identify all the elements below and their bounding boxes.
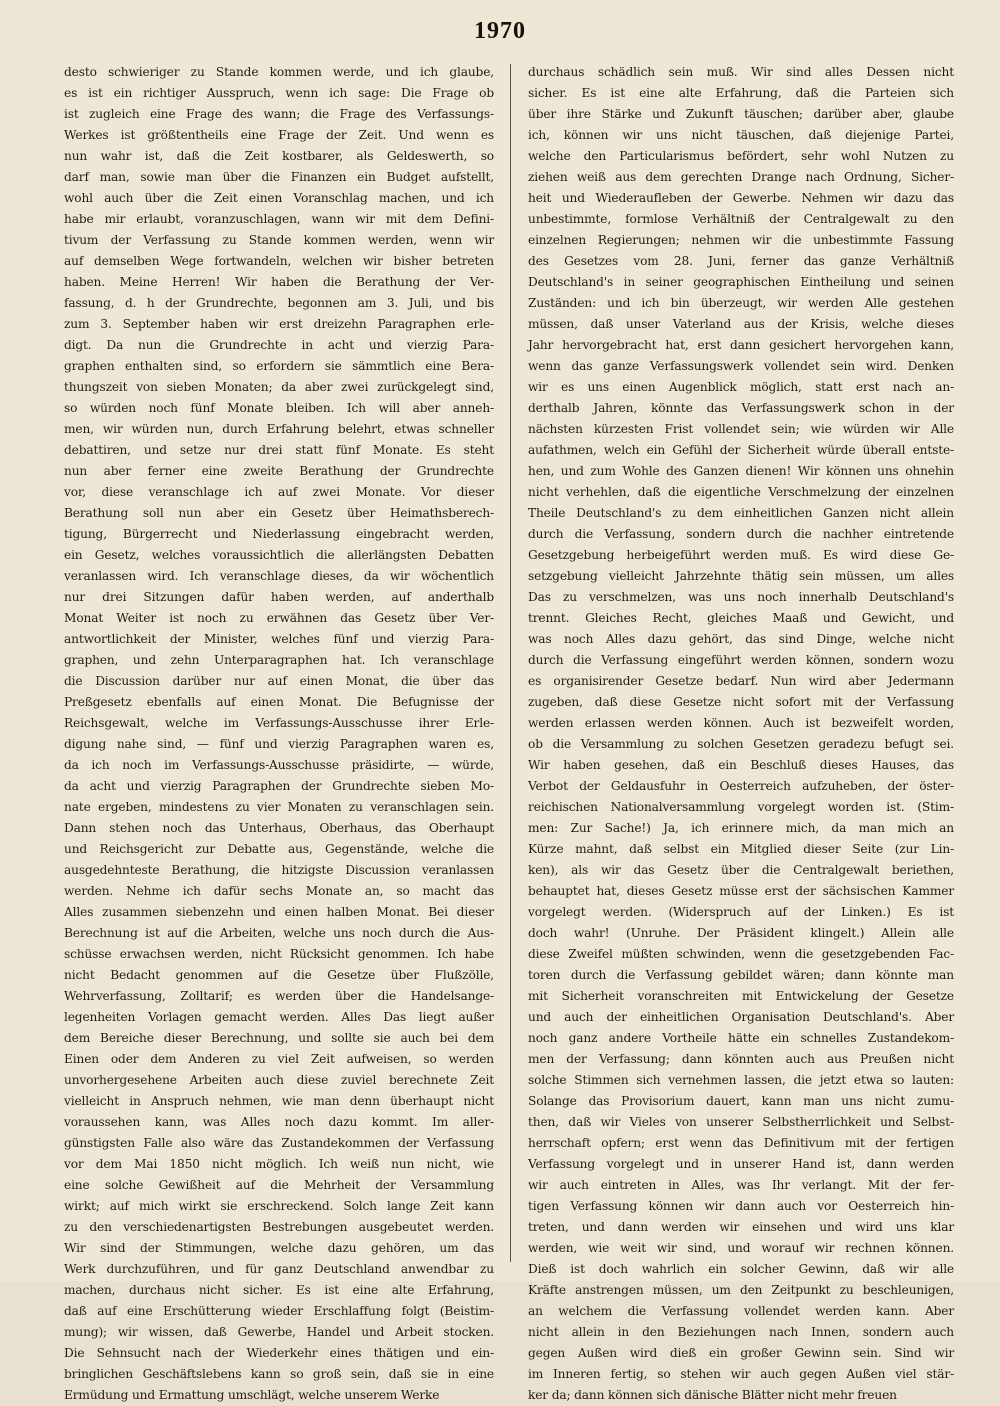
text-line: wir es uns einen Augenblick möglich, statt erst nach an- xyxy=(528,380,954,394)
text-line: werden, wie weit wir sind, und worauf wir rechnen können. xyxy=(528,1241,954,1255)
text-line: werden erlassen werden können. Auch ist bezweifelt worden, xyxy=(528,716,954,730)
text-line: welche den Particularismus befördert, sehr wohl Nutzen zu xyxy=(528,149,954,163)
text-line: mung); wir wissen, daß Gewerbe, Handel und Arbeit stocken. xyxy=(64,1325,494,1339)
text-line: vorgelegt werden. (Widerspruch auf der Linken.) Es ist xyxy=(528,905,954,919)
text-line: wir auch eintreten in Alles, was Ihr verlangt. Mit der fer- xyxy=(528,1178,954,1192)
text-line: durch die Verfassung, sondern durch die nachher eintretende xyxy=(528,527,954,541)
text-line: zu den verschiedenartigsten Bestrebungen ausgebeutet werden. xyxy=(64,1220,494,1234)
text-line: machen, durchaus nicht sicher. Es ist eine alte Erfahrung, xyxy=(64,1283,494,1297)
text-line: tigung, Bürgerrecht und Niederlassung eingebracht werden, xyxy=(64,527,494,541)
text-line: werden. Nehme ich dafür sechs Monate an, so macht das xyxy=(64,884,494,898)
text-line: digung nahe sind, — fünf und vierzig Paragraphen waren es, xyxy=(64,737,494,751)
text-line: durchaus schädlich sein muß. Wir sind alles Dessen nicht xyxy=(528,65,954,79)
text-line: ich, können wir uns nicht täuschen, daß diejenige Partei, xyxy=(528,128,954,142)
text-line: antwortlichkeit der Minister, welches fünf und vierzig Para- xyxy=(64,632,494,646)
text-line: Reichsgewalt, welche im Verfassungs-Ausschusse ihrer Erle- xyxy=(64,716,494,730)
text-line: ker da; dann können sich dänische Blätter nicht mehr freuen xyxy=(528,1388,897,1402)
text-line: gegen Außen wird dieß ein großer Gewinn sein. Sind wir xyxy=(528,1346,954,1360)
text-line: dem Bereiche dieser Berechnung, und sollte sie auch bei dem xyxy=(64,1031,494,1045)
text-line: treten, und dann werden wir einsehen und wird uns klar xyxy=(528,1220,954,1234)
text-line: behauptet hat, dieses Gesetz müsse erst der sächsischen Kammer xyxy=(528,884,954,898)
text-line: Werk durchzuführen, und für ganz Deutschland anwendbar zu xyxy=(64,1262,494,1276)
text-line: nate ergeben, mindestens zu vier Monaten zu veranschlagen sein. xyxy=(64,800,494,814)
text-line: Gesetzgebung herbeigeführt werden muß. Es wird diese Ge- xyxy=(528,548,954,562)
text-line: ist zugleich eine Frage des wann; die Frage des Verfassungs- xyxy=(64,107,494,121)
text-line: aufathmen, welch ein Gefühl der Sicherheit würde überall entste- xyxy=(528,443,954,457)
text-line: voraussehen kann, was Alles noch dazu kommt. Im aller- xyxy=(64,1115,494,1129)
text-line: thungszeit von sieben Monaten; da aber zwei zurückgelegt sind, xyxy=(64,380,494,394)
text-line: sicher. Es ist eine alte Erfahrung, daß die Parteien sich xyxy=(528,86,954,100)
text-line: es organisirender Gesetze bedarf. Nun wird aber Jedermann xyxy=(528,674,954,688)
text-line: vielleicht in Anspruch nehmen, wie man denn überhaupt nicht xyxy=(64,1094,494,1108)
text-line: ein Gesetz, welches voraussichtlich die allerlängsten Debatten xyxy=(64,548,494,562)
text-line: men der Verfassung; dann könnten auch aus Preußen nicht xyxy=(528,1052,954,1066)
text-line: solche Stimmen sich vernehmen lassen, die jetzt etwa so lauten: xyxy=(528,1073,954,1087)
text-line: vor, diese veranschlage ich auf zwei Monate. Vor dieser xyxy=(64,485,494,499)
text-line: die Discussion darüber nur auf einen Monat, die über das xyxy=(64,674,494,688)
text-line: Dieß ist doch wahrlich ein solcher Gewinn, daß wir alle xyxy=(528,1262,954,1276)
text-line: nun wahr ist, daß die Zeit kostbarer, als Geldeswerth, so xyxy=(64,149,494,163)
right-text-column xyxy=(528,62,954,1402)
text-line: diese Zweifel müßten schwinden, wenn die gesetzgebenden Fac- xyxy=(528,947,954,961)
text-line: trennt. Gleiches Recht, gleiches Maaß und Gewicht, und xyxy=(528,611,954,625)
text-line: debattiren, und setze nur drei statt fünf Monate. Es steht xyxy=(64,443,494,457)
text-line: derthalb Jahren, könnte das Verfassungswerk schon in der xyxy=(528,401,954,415)
text-line: Wir sind der Stimmungen, welche dazu gehören, um das xyxy=(64,1241,494,1255)
text-line: Ermüdung und Ermattung umschlägt, welche unserem Werke xyxy=(64,1388,440,1402)
text-line: then, daß wir Vieles von unserer Selbstherrlichkeit und Selbst- xyxy=(528,1115,954,1129)
text-line: durch die Verfassung eingeführt werden können, sondern wozu xyxy=(528,653,954,667)
text-line: reichischen Nationalversammlung vorgelegt worden ist. (Stim- xyxy=(528,800,954,814)
text-line: hen, und zum Wohle des Ganzen dienen! Wir können uns ohnehin xyxy=(528,464,954,478)
text-line: noch ganz andere Vortheile hätte ein schnelles Zustandekom- xyxy=(528,1031,954,1045)
text-line: Monat Weiter ist noch zu erwähnen das Gesetz über Ver- xyxy=(64,611,494,625)
text-line: mit Sicherheit voranschreiten mit Entwickelung der Gesetze xyxy=(528,989,954,1003)
text-line: Zuständen: und ich bin überzeugt, wir werden Alle gestehen xyxy=(528,296,954,310)
text-line: wenn das ganze Verfassungswerk vollendet sein wird. Denken xyxy=(528,359,954,373)
left-text-column xyxy=(64,62,494,1402)
text-line: graphen enthalten sind, so erfordern sie sämmtlich eine Bera- xyxy=(64,359,494,373)
column-divider xyxy=(510,64,511,1262)
text-line: eine solche Gewißheit auf die Mehrheit der Versammlung xyxy=(64,1178,494,1192)
text-line: Berathung soll nun aber ein Gesetz über Heimathsberech- xyxy=(64,506,494,520)
text-line: habe mir erlaubt, voranzuschlagen, wann wir mit dem Defini- xyxy=(64,212,494,226)
text-line: auf demselben Wege fortwandeln, welchen wir bisher betreten xyxy=(64,254,494,268)
text-line: so würden noch fünf Monate bleiben. Ich will aber anneh- xyxy=(64,401,494,415)
text-line: Wehrverfassung, Zolltarif; es werden über die Handelsange- xyxy=(64,989,494,1003)
text-line: über ihre Stärke und Zukunft täuschen; darüber aber, glaube xyxy=(528,107,954,121)
text-line: nun aber ferner eine zweite Berathung der Grundrechte xyxy=(64,464,494,478)
text-line: desto schwieriger zu Stande kommen werde, und ich glaube, xyxy=(64,65,494,79)
text-line: Jahr hervorgebracht hat, erst dann gesichert hervorgehen kann, xyxy=(528,338,954,352)
text-line: zugeben, daß diese Gesetze nicht sofort mit der Verfassung xyxy=(528,695,954,709)
text-line: unbestimmte, formlose Verhältniß der Centralgewalt zu den xyxy=(528,212,954,226)
text-line: darf man, sowie man über die Finanzen ein Budget aufstellt, xyxy=(64,170,494,184)
text-line: schüsse erwachsen werden, nicht Rücksicht genommen. Ich habe xyxy=(64,947,494,961)
text-line: nicht Bedacht genommen auf die Gesetze über Flußzölle, xyxy=(64,968,494,982)
text-line: toren durch die Verfassung gebildet wären; dann könnte man xyxy=(528,968,954,982)
text-line: heit und Wiederaufleben der Gewerbe. Nehmen wir dazu das xyxy=(528,191,954,205)
text-line: und Reichsgericht zur Debatte aus, Gegenstände, welche die xyxy=(64,842,494,856)
text-line: Theile Deutschland's zu dem einheitlichen Ganzen nicht allein xyxy=(528,506,954,520)
text-line: wohl auch über die Zeit einen Voranschlag machen, und ich xyxy=(64,191,494,205)
text-line: Wir haben gesehen, daß ein Beschluß dieses Hauses, das xyxy=(528,758,954,772)
text-line: Alles zusammen siebenzehn und einen halben Monat. Bei dieser xyxy=(64,905,494,919)
text-line: Verbot der Geldausfuhr in Oesterreich aufzuheben, der öster- xyxy=(528,779,954,793)
text-line: graphen, und zehn Unterparagraphen hat. Ich veranschlage xyxy=(64,653,494,667)
text-line: Kürze mahnt, daß selbst ein Mitglied dieser Seite (zur Lin- xyxy=(528,842,954,856)
text-line: des Gesetzes vom 28. Juni, ferner das ganze Verhältniß xyxy=(528,254,954,268)
text-line: nicht allein in den Beziehungen nach Innen, sondern auch xyxy=(528,1325,954,1339)
text-line: ziehen weiß aus dem gerechten Drange nach Ordnung, Sicher- xyxy=(528,170,954,184)
text-line: Kräfte anstrengen müssen, um den Zeitpunkt zu beschleunigen, xyxy=(528,1283,954,1297)
text-line: bringlichen Geschäftslebens kann so groß sein, daß sie in eine xyxy=(64,1367,494,1381)
text-line: doch wahr! (Unruhe. Der Präsident klingelt.) Allein alle xyxy=(528,926,954,940)
text-line: zum 3. September haben wir erst dreizehn Paragraphen erle- xyxy=(64,317,494,331)
text-line: und auch der einheitlichen Organisation Deutschland's. Aber xyxy=(528,1010,954,1024)
text-line: Das zu verschmelzen, was uns noch innerhalb Deutschland's xyxy=(528,590,954,604)
text-line: unvorhergesehene Arbeiten auch diese zuviel berechnete Zeit xyxy=(64,1073,494,1087)
text-line: ob die Versammlung zu solchen Gesetzen geradezu befugt sei. xyxy=(528,737,954,751)
text-line: Einen oder dem Anderen zu viel Zeit aufweisen, so werden xyxy=(64,1052,494,1066)
text-line: herrschaft opfern; erst wenn das Definitivum mit der fertigen xyxy=(528,1136,954,1150)
text-line: legenheiten Vorlagen gemacht werden. Alles Das liegt außer xyxy=(64,1010,494,1024)
text-line: Preßgesetz ebenfalls auf einen Monat. Die Befugnisse der xyxy=(64,695,494,709)
text-line: men, wir würden nun, durch Erfahrung belehrt, etwas schneller xyxy=(64,422,494,436)
text-line: setzgebung vielleicht Jahrzehnte thätig sein müssen, um alles xyxy=(528,569,954,583)
text-line: Die Sehnsucht nach der Wiederkehr eines thätigen und ein- xyxy=(64,1346,494,1360)
text-line: da acht und vierzig Paragraphen der Grundrechte sieben Mo- xyxy=(64,779,494,793)
text-line: veranlassen wird. Ich veranschlage dieses, da wir wöchentlich xyxy=(64,569,494,583)
text-line: Dann stehen noch das Unterhaus, Oberhaus, das Oberhaupt xyxy=(64,821,494,835)
text-line: Deutschland's in seiner geographischen Eintheilung und seinen xyxy=(528,275,954,289)
text-line: Werkes ist größtentheils eine Frage der Zeit. Und wenn es xyxy=(64,128,494,142)
text-line: einzelnen Regierungen; nehmen wir die unbestimmte Fassung xyxy=(528,233,954,247)
text-line: müssen, daß unser Vaterland aus der Krisis, welche dieses xyxy=(528,317,954,331)
text-line: tigen Verfassung können wir dann auch vor Oesterreich hin- xyxy=(528,1199,954,1213)
text-line: ken), als wir das Gesetz über die Centralgewalt beriethen, xyxy=(528,863,954,877)
text-line: da ich noch im Verfassungs-Ausschusse präsidirte, — würde, xyxy=(64,758,494,772)
text-line: nur drei Sitzungen dafür haben werden, auf anderthalb xyxy=(64,590,494,604)
text-line: men: Zur Sache!) Ja, ich erinnere mich, da man mich an xyxy=(528,821,954,835)
text-line: digt. Da nun die Grundrechte in acht und vierzig Para- xyxy=(64,338,494,352)
text-line: Verfassung vorgelegt und in unserer Hand ist, dann werden xyxy=(528,1157,954,1171)
text-line: fassung, d. h der Grundrechte, begonnen am 3. Juli, und bis xyxy=(64,296,494,310)
text-line: es ist ein richtiger Ausspruch, wenn ich sage: Die Frage ob xyxy=(64,86,494,100)
text-line: haben. Meine Herren! Wir haben die Berathung der Ver- xyxy=(64,275,494,289)
text-line: tivum der Verfassung zu Stande kommen werden, wenn wir xyxy=(64,233,494,247)
text-line: Solange das Provisorium dauert, kann man uns nicht zumu- xyxy=(528,1094,954,1108)
text-line: vor dem Mai 1850 nicht möglich. Ich weiß nun nicht, wie xyxy=(64,1157,494,1171)
page-number: 1970 xyxy=(474,18,526,44)
text-line: daß auf eine Erschütterung wieder Erschlaffung folgt (Beistim- xyxy=(64,1304,494,1318)
text-line: Berechnung ist auf die Arbeiten, welche uns noch durch die Aus- xyxy=(64,926,494,940)
text-line: ausgedehnteste Berathung, die hitzigste Discussion veranlassen xyxy=(64,863,494,877)
text-line: nächsten kürzesten Frist vollendet sein; wie würden wir Alle xyxy=(528,422,954,436)
text-line: an welchem die Verfassung vollendet werden kann. Aber xyxy=(528,1304,954,1318)
text-line: günstigsten Falle also wäre das Zustandekommen der Verfassung xyxy=(64,1136,494,1150)
text-line: im Inneren fertig, so stehen wir auch gegen Außen viel stär- xyxy=(528,1367,954,1381)
text-line: wirkt; auf mich wirkt sie erschreckend. Solch lange Zeit kann xyxy=(64,1199,494,1213)
text-line: nicht verhehlen, daß die eigentliche Verschmelzung der einzelnen xyxy=(528,485,954,499)
text-line: was noch Alles dazu gehört, das sind Dinge, welche nicht xyxy=(528,632,954,646)
